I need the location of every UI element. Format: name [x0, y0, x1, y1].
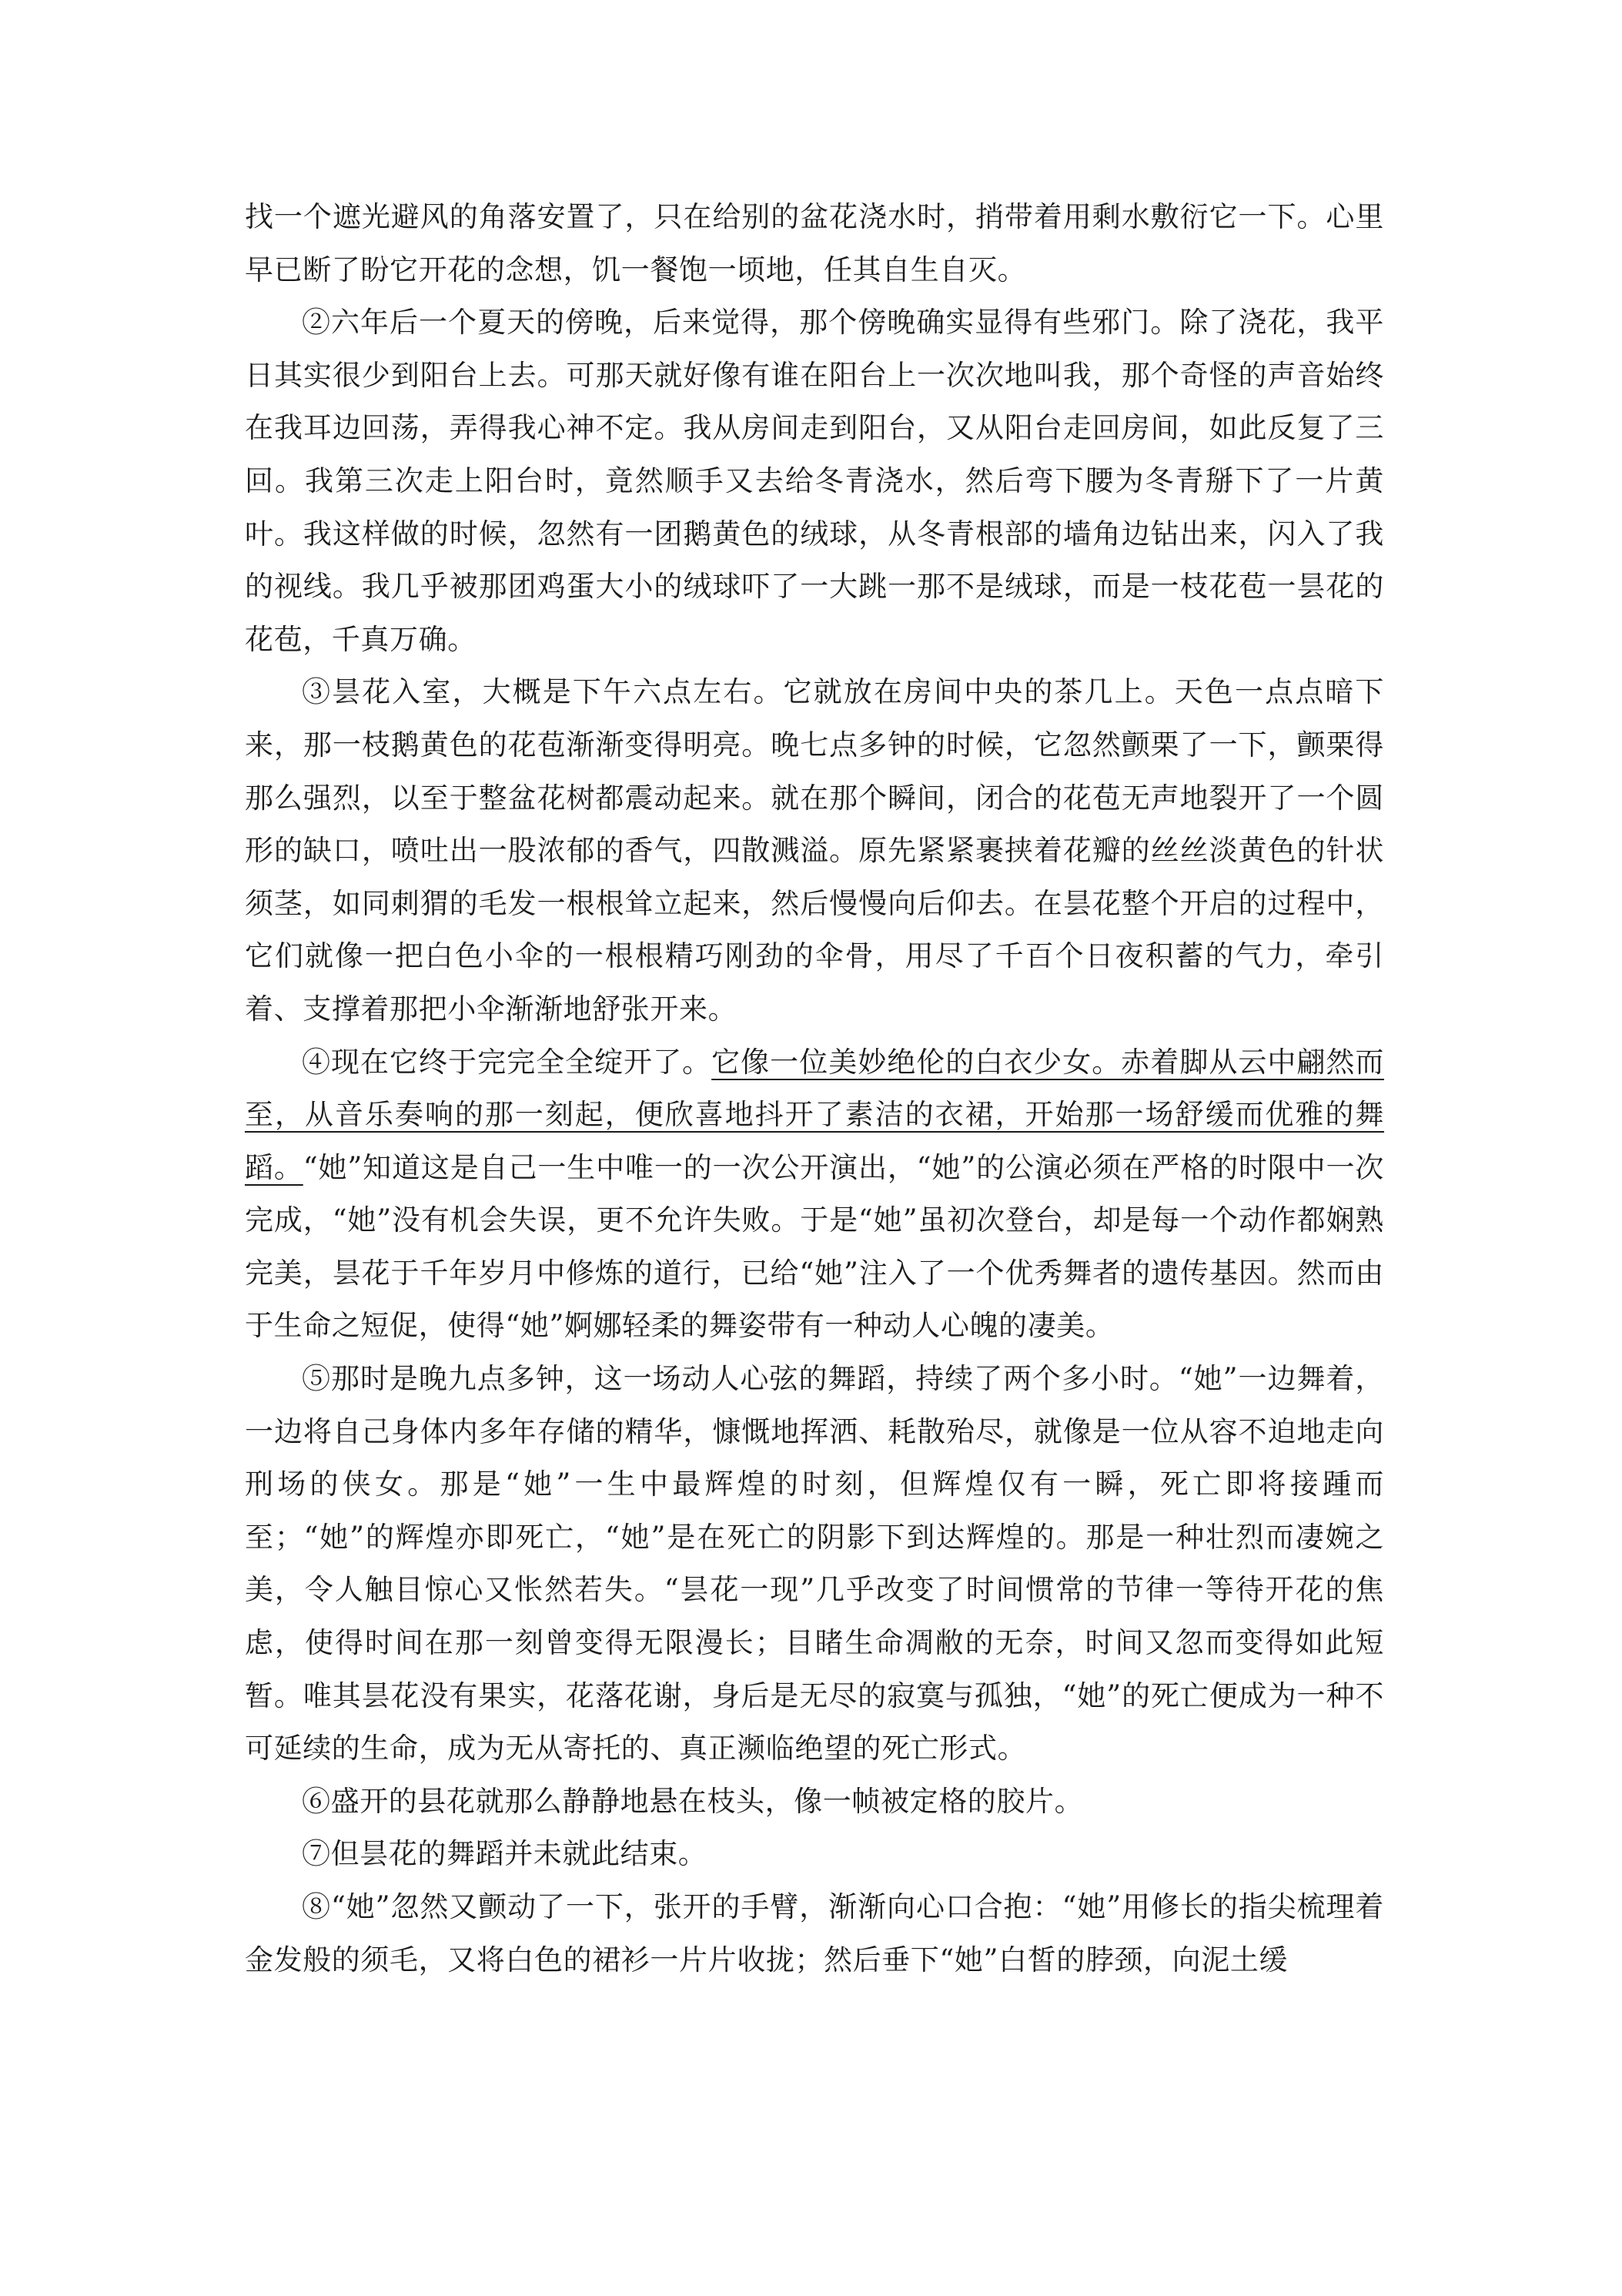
underlined-sentence: 它像一位美妙绝伦的白衣少女。赤着脚从云中翩然而至，从音乐奏响的那一刻起，便欣喜地抖开了素洁的衣裙，开始那一场舒缓而优雅的舞蹈。 [245, 1045, 1384, 1184]
paragraph-2: ②六年后一个夏天的傍晚，后来觉得，那个傍晚确实显得有些邪门。除了浇花，我平日其实很少到阳台上去。可那天就好像有谁在阳台上一次次地叫我，那个奇怪的声音始终在我耳边回荡，弄得我心神不定。我从房间走到阳台，又从阳台走回房间，如此反复了三回。我第三次走上阳台时，竟然顺手又去给冬青浇水，然后弯下腰为冬青掰下了一片黄叶。我这样做的时候，忽然有一团鹅黄色的绒球，从冬青根部的墙角边钻出来，闪入了我的视线。我几乎被那团鸡蛋大小的绒球吓了一大跳一那不是绒球，而是一枝花苞一昙花的花苞，千真万确。 [245, 306, 1384, 656]
paragraph-7: ⑦但昙花的舞蹈并未就此结束。 [302, 1837, 707, 1871]
paragraph-4-rest: “她”知道这是自己一生中唯一的一次公开演出，“她”的公演必须在严格的时限中一次完成，“她”没有机会失误，更不允许失败。于是“她”虽初次登台，却是每一个动作都娴熟完美，昙花于千年岁月中修炼的道行，已给“她”注入了一个优秀舞者的遗传基因。然而由于生命之短促，使得“她”婀娜轻柔的舞姿带有一种动人心魄的凄美。 [245, 1150, 1385, 1343]
paragraph-5: ⑤那时是晚九点多钟，这一场动人心弦的舞蹈，持续了两个多小时。“她”一边舞着，一边将自己身体内多年存储的精华，慷慨地挥洒、耗散殆尽，就像是一位从容不迫地走向刑场的侠女。那是“她”一生中最辉煌的时刻，但辉煌仅有一瞬，死亡即将接踵而至；“她”的辉煌亦即死亡，“她”是在死亡的阴影下到达辉煌的。那是一种壮烈而凄婉之美，令人触目惊心又怅然若失。“昙花一现”几乎改变了时间惯常的节律一等待开花的焦虑，使得时间在那一刻曾变得无限漫长；目睹生命凋敝的无奈，时间又忽而变得如此短暂。唯其昙花没有果实，花落花谢，身后是无尽的寂寞与孤独，“她”的死亡便成为一种不可延续的生命，成为无从寄托的、真正濒临绝望的死亡形式。 [245, 1362, 1384, 1766]
paragraph-8: ⑧“她”忽然又颤动了一下，张开的手臂，渐渐向心口合抱：“她”用修长的指尖梳理着金发般的须毛，又将白色的裙衫一片片收拢；然后垂下“她”白皙的脖颈，向泥土缓 [245, 1890, 1384, 1976]
paragraph-continued: 找一个遮光避风的角落安置了，只在给别的盆花浇水时，捎带着用剩水敷衍它一下。心里早已断了盼它开花的念想，饥一餐饱一顷地，任其自生自灭。 [245, 200, 1384, 286]
paragraph-4 [245, 1036, 1384, 1354]
paragraph-4-lead: ④现在它终于完完全全绽开了。 [302, 1045, 712, 1079]
paragraph-6: ⑥盛开的县花就那么静静地悬在枝头，像一帧被定格的胶片。 [302, 1784, 1084, 1818]
document-page [245, 191, 1384, 1986]
paragraph-3: ③昙花入室，大概是下午六点左右。它就放在房间中央的茶几上。天色一点点暗下来，那一枝鹅黄色的花苞渐渐变得明亮。晚七点多钟的时候，它忽然颤栗了一下，颤栗得那么强烈，以至于整盆花树都震动起来。就在那个瞬间，闭合的花苞无声地裂开了一个圆形的缺口，喷吐出一股浓郁的香气，四散溅溢。原先紧紧裹挟着花瓣的丝丝淡黄色的针状须茎，如同刺猬的毛发一根根耸立起来，然后慢慢向后仰去。在昙花整个开启的过程中，它们就像一把白色小伞的一根根精巧刚劲的伞骨，用尽了千百个日夜积蓄的气力，牵引着、支撑着那把小伞渐渐地舒张开来。 [245, 675, 1384, 1026]
